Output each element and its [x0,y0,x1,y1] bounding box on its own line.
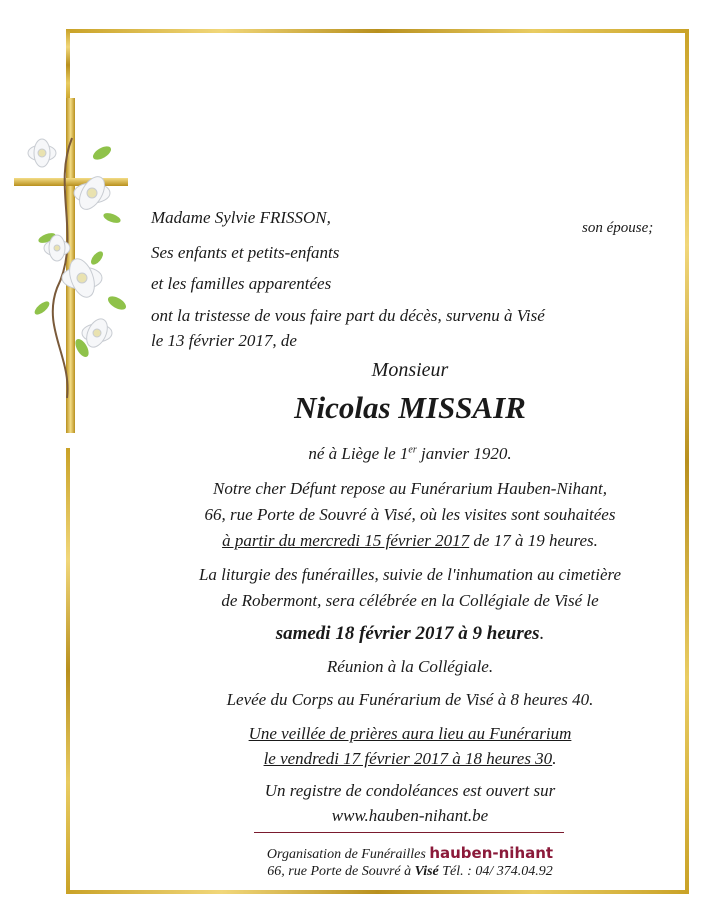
family-line-3: et les familles apparentées [151,274,332,293]
birth-suffix: janvier 1920. [416,444,512,463]
footer-org [130,844,690,863]
ceremony-line-1: La liturgie des funérailles, suivie de l'inhumation au cimetière [198,565,622,584]
footer-divider [254,832,564,833]
ceremony-line-2: de Robermont, sera célébrée en la Collégiale de Visé le [221,591,599,610]
frame-top [66,29,689,33]
footer-address-phone: Tél. : 04/ 374.04.92 [438,864,553,879]
family-line-5: le 13 février 2017, de [151,331,297,350]
ceremony-date-end: . [539,623,545,644]
visits-line-3 [130,531,690,551]
frame-left-top [66,29,70,101]
footer-address [130,864,690,880]
birth-prefix: né à Liège le 1 [308,444,409,463]
footer-address-city: Visé [414,864,439,879]
vigil-line-1 [130,724,690,744]
ceremony-meeting: Réunion à la Collégiale. [326,657,494,676]
ceremony-date-line [130,623,690,645]
visits-hours: de 17 à 19 heures. [469,531,598,550]
frame-left-bottom [66,448,70,894]
birth-line [130,444,690,464]
vigil-line-2-text: le vendredi 17 février 2017 à 18 heures 30 [263,749,553,768]
vigil-line-2-end: . [552,749,557,768]
deceased-title: Monsieur [371,359,449,381]
visits-date: à partir du mercredi 15 février 2017 [222,531,470,550]
condolences-line: Un registre de condoléances est ouvert sur [264,781,556,800]
vigil-line-1-text: Une veillée de prières aura lieu au Funérarium [248,724,572,743]
footer-address-prefix: 66, rue Porte de Souvré à [267,864,415,879]
frame-bottom [66,890,689,894]
visits-line-1: Notre cher Défunt repose au Funérarium Hauben-Nihant, [213,479,607,498]
family-line-4: ont la tristesse de vous faire part du décès, survenu à Visé [151,306,545,325]
visits-line-2: 66, rue Porte de Souvré à Visé, où les visites sont souhaitées [204,505,616,524]
family-line-2: Ses enfants et petits-enfants [151,243,340,262]
family-line-1: Madame Sylvie FRISSON, [151,208,331,227]
condolences-url: www.hauben-nihant.be [331,806,489,825]
ceremony-levee: Levée du Corps au Funérarium de Visé à 8 heures 40. [226,690,594,709]
footer-org-prefix: Organisation de Funérailles [266,847,430,862]
footer-brand: hauben-nihant [429,844,554,862]
vigil-line-2 [130,749,690,769]
deceased-name: Nicolas MISSAIR [294,390,526,425]
cross-with-flowers-icon [12,98,132,438]
ceremony-date: samedi 18 février 2017 à 9 heures [275,623,540,644]
family-line-1-role: son épouse; [582,220,654,236]
birth-sup: er [408,444,417,456]
